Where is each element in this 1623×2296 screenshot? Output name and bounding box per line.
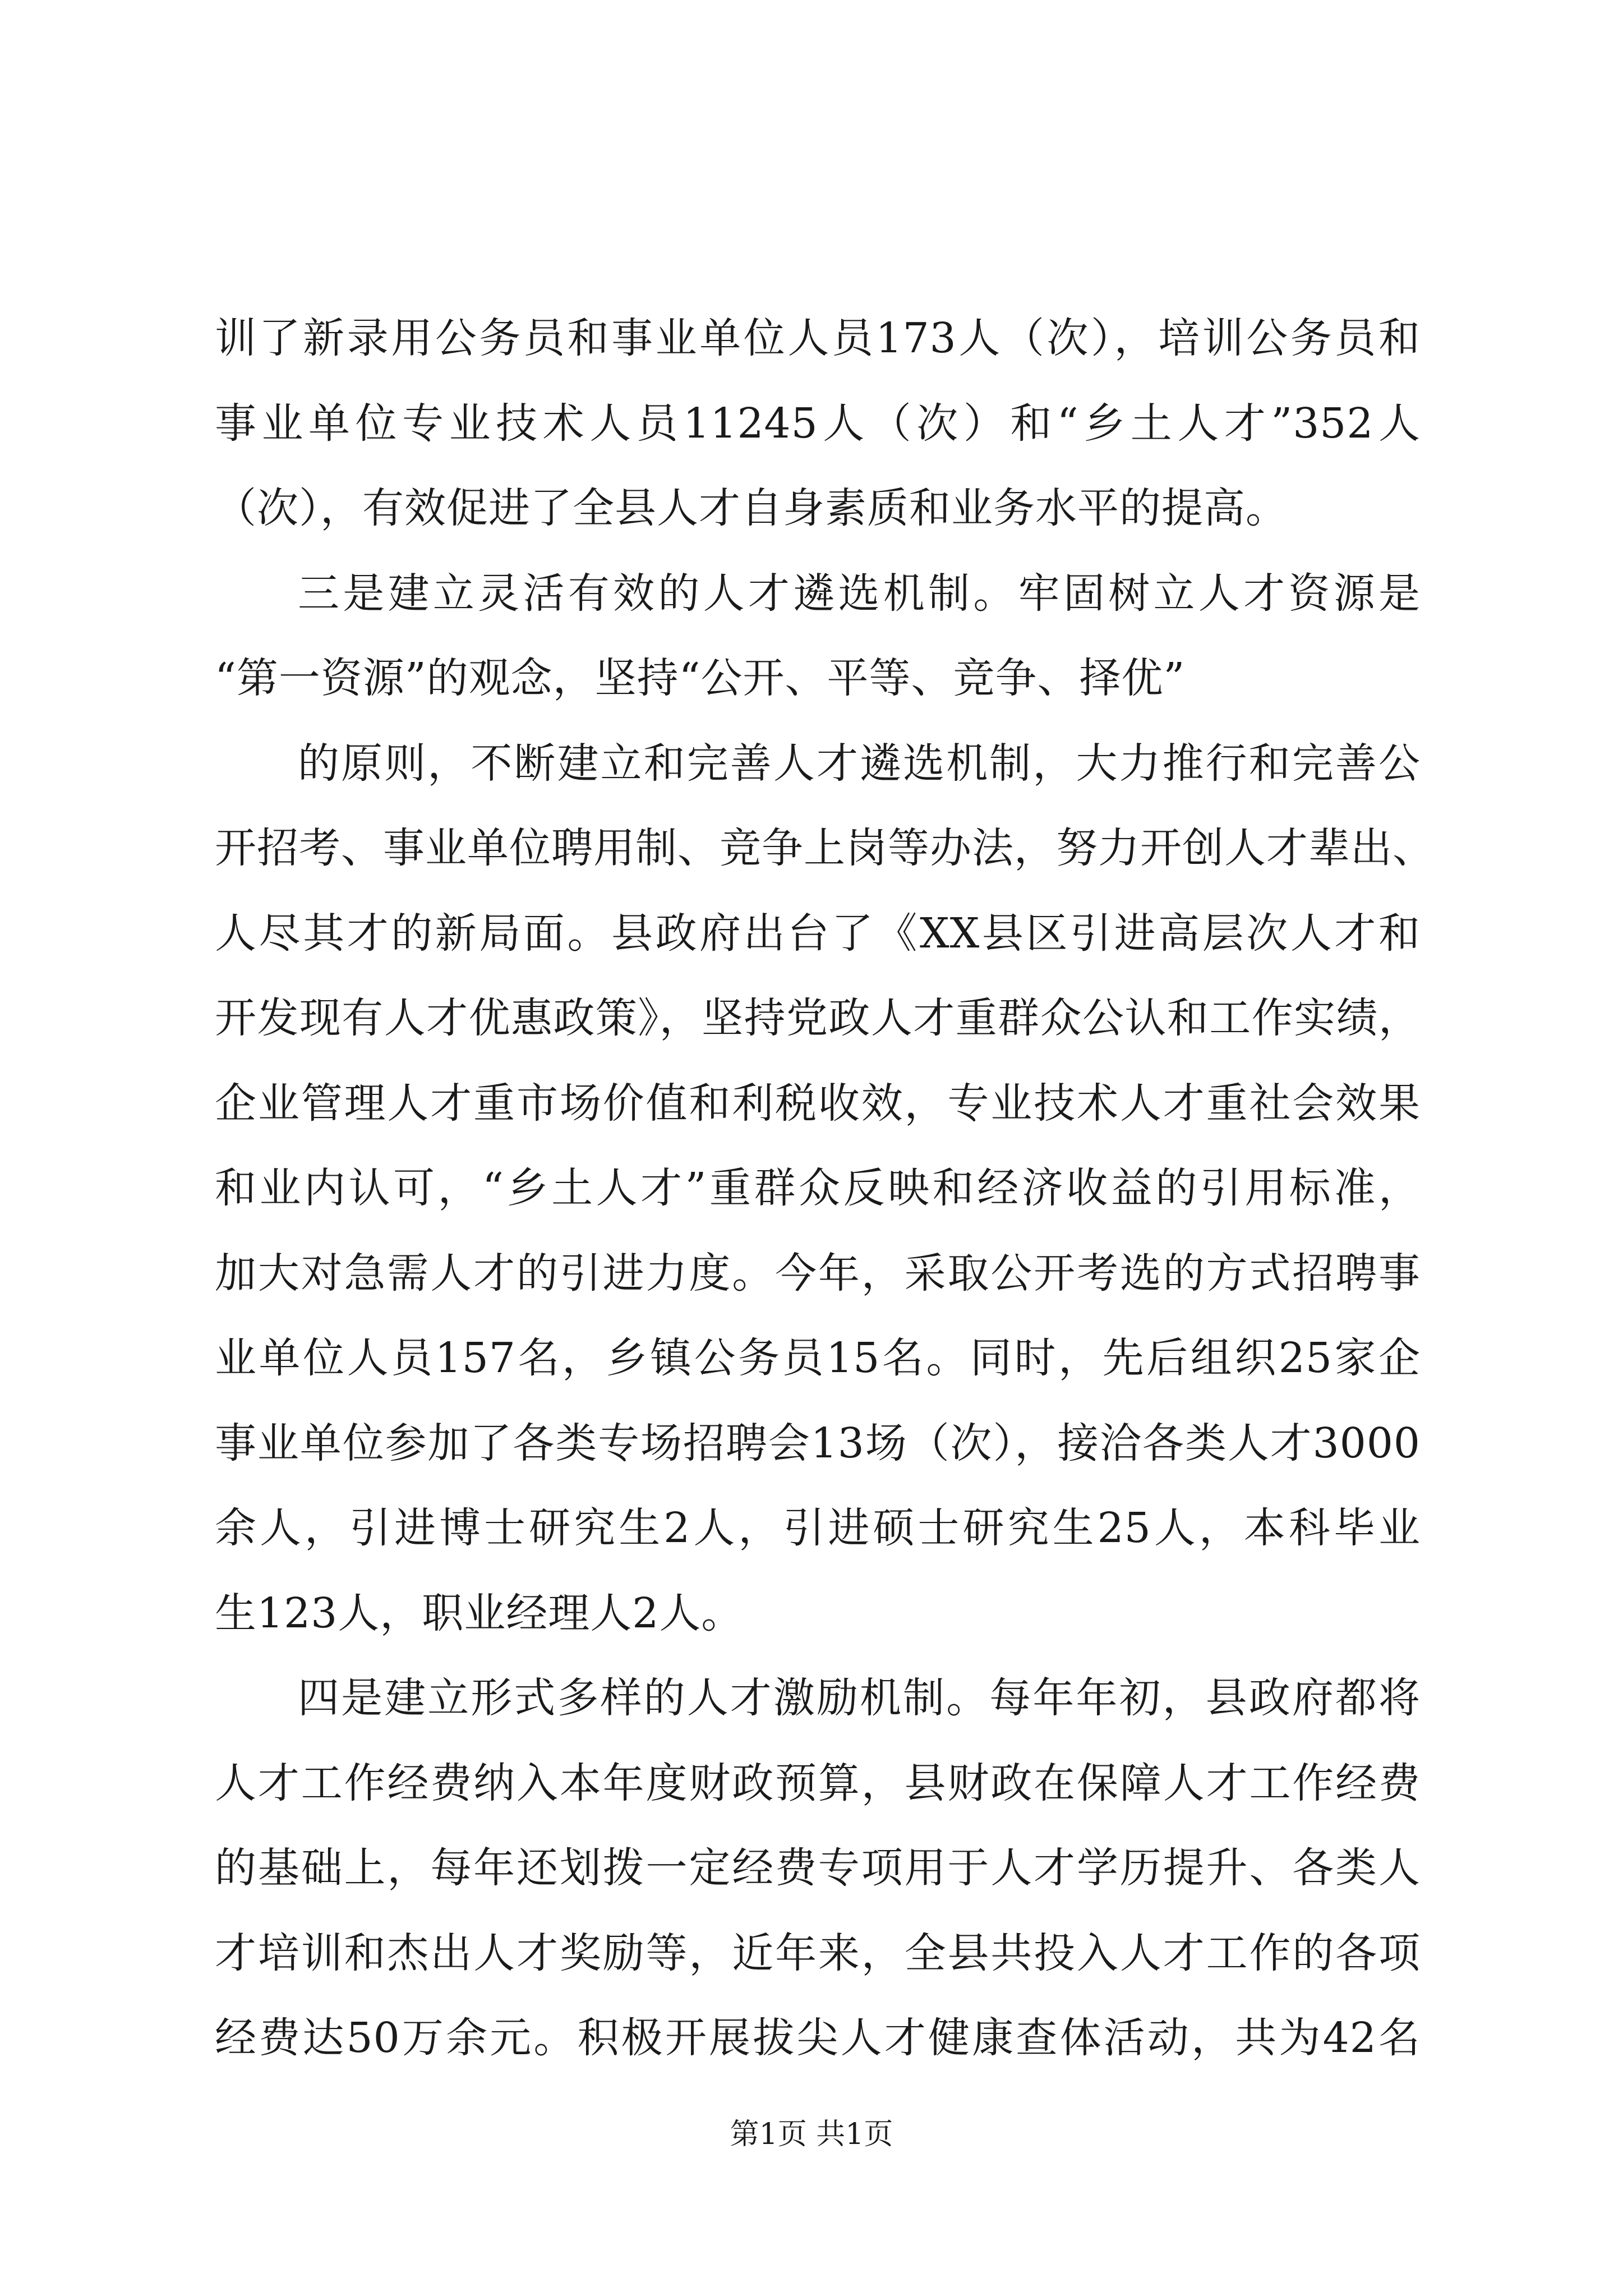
- page-footer: 第1页 共1页: [730, 2118, 893, 2151]
- text-line: 加大对急需人才的引进力度。今年，采取公开考选的方式招聘事: [215, 1249, 1421, 1297]
- text-line: 生123人，职业经理人2人。: [215, 1589, 744, 1637]
- text-line: 才培训和杰出人才奖励等，近年来，全县共投入人才工作的各项: [215, 1929, 1421, 1977]
- text-line: 训了新录用公务员和事业单位人员173人（次），培训公务员和: [215, 314, 1421, 362]
- text-line: 和业内认可，“乡土人才”重群众反映和经济收益的引用标准，: [215, 1164, 1421, 1212]
- text-line: “第一资源”的观念，坚持“公开、平等、竞争、择优”: [215, 654, 1186, 702]
- text-line: 四是建立形式多样的人才激励机制。每年年初，县政府都将: [298, 1674, 1421, 1722]
- text-line: 人才工作经费纳入本年度财政预算，县财政在保障人才工作经费: [215, 1759, 1421, 1807]
- text-line: 事业单位参加了各类专场招聘会13场（次），接洽各类人才3000: [215, 1419, 1421, 1467]
- text-line: （次），有效促进了全县人才自身素质和业务水平的提高。: [215, 484, 1288, 532]
- text-line: 开发现有人才优惠政策》，坚持党政人才重群众公认和工作实绩，: [215, 994, 1421, 1042]
- text-line: 余人，引进博士研究生2人，引进硕士研究生25人，本科毕业: [215, 1504, 1421, 1552]
- text-line: 三是建立灵活有效的人才遴选机制。牢固树立人才资源是: [298, 569, 1421, 618]
- text-line: 经费达50万余元。积极开展拔尖人才健康查体活动，共为42名: [215, 2014, 1421, 2062]
- text-line: 事业单位专业技术人员11245人（次）和“乡土人才”352人: [215, 399, 1421, 448]
- text-line: 业单位人员157名，乡镇公务员15名。同时，先后组织25家企: [215, 1334, 1421, 1382]
- text-line: 的基础上，每年还划拨一定经费专项用于人才学历提升、各类人: [215, 1844, 1421, 1892]
- text-line: 的原则，不断建立和完善人才遴选机制，大力推行和完善公: [298, 739, 1421, 788]
- text-line: 开招考、事业单位聘用制、竞争上岗等办法，努力开创人才辈出、: [215, 824, 1435, 872]
- document-body: [215, 296, 1435, 2081]
- text-line: 人尽其才的新局面。县政府出台了《XX县区引进高层次人才和: [215, 909, 1421, 958]
- text-line: 企业管理人才重市场价值和利税收效，专业技术人才重社会效果: [215, 1079, 1421, 1128]
